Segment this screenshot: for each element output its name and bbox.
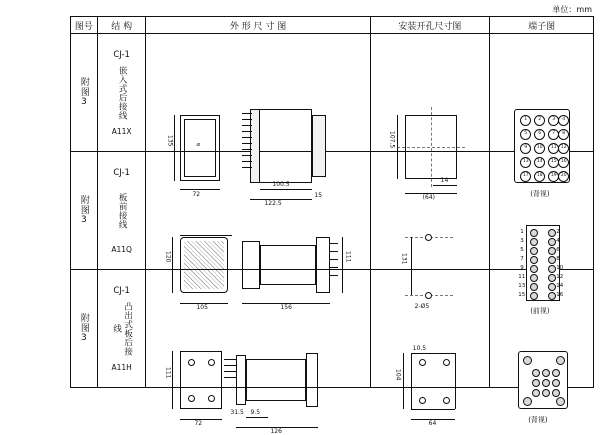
dim-label-105: 105 [196, 303, 208, 311]
terminal-number: 6 [556, 246, 560, 253]
dim-label-156: 156 [280, 303, 292, 311]
mount-edge-h [411, 409, 455, 410]
dim-label-72: 72 [192, 190, 201, 198]
structure-body: 嵌入式后接线 [117, 65, 128, 120]
terminal-number: 1 [520, 228, 524, 235]
terminal-circle [523, 356, 532, 365]
terminal-circle [530, 247, 538, 255]
spec-table [70, 16, 594, 435]
table-row [71, 152, 594, 270]
terminal-circle [556, 356, 565, 365]
mount-edge-h [411, 353, 455, 354]
pin-line [224, 377, 236, 378]
terminal-view-label: (背视) [528, 415, 548, 424]
terminal-line [242, 131, 252, 132]
mount-hole [443, 359, 450, 366]
terminal-number: 15 [518, 291, 526, 298]
mount-hole [419, 397, 426, 404]
terminal-circle [556, 397, 565, 406]
terminal-view-label: (前视) [530, 306, 550, 315]
dim-label-15: 15 [314, 191, 323, 199]
mount-edge-v [411, 353, 412, 409]
cell-terminal-drawing [490, 34, 594, 198]
terminal-circle: 1 [520, 115, 531, 126]
terminal-line [242, 143, 252, 144]
terminal-circle: 15 [548, 157, 559, 168]
terminal-circle: 17 [520, 171, 531, 182]
dim-label-100-5: 100.5 [272, 180, 290, 188]
terminal-number: 2 [556, 228, 560, 235]
pin-line [224, 365, 236, 366]
dim-label-122-5: 122.5 [264, 199, 282, 207]
terminal-number: 12 [556, 273, 564, 280]
cell-structure [97, 34, 146, 152]
dim-label-64: 64 [428, 419, 437, 427]
mount-hole [425, 234, 432, 241]
terminal-line [330, 267, 338, 268]
structure-code: A11Q [111, 244, 132, 254]
structure-code: A11X [111, 126, 132, 136]
drawing-no-text: 附图3 [78, 195, 89, 226]
terminal-circle: 4 [558, 115, 569, 126]
terminal-circle [548, 247, 556, 255]
structure-title: CJ-1 [113, 49, 130, 60]
cell-mounting-drawing [370, 270, 490, 427]
cell-outline-drawing [146, 152, 370, 311]
pin-line [224, 371, 236, 372]
side-view-body [246, 359, 306, 401]
dim-label-120: 120 [164, 250, 172, 262]
cell-structure [97, 152, 146, 270]
dim-label-14: 14 [440, 176, 449, 184]
mount-edge-v [455, 353, 456, 409]
structure-code: A11H [111, 362, 132, 372]
cell-structure [97, 270, 146, 388]
terminal-circle: 13 [520, 157, 531, 168]
terminal-circle [552, 389, 560, 397]
terminal-circle: 18 [534, 171, 545, 182]
terminal-circle: 10 [534, 143, 545, 154]
dim-label-31-5: 31.5 [230, 408, 244, 416]
header-terminal: 端子图 [490, 17, 594, 34]
table-header-row [71, 17, 594, 34]
cell-drawing-no [71, 270, 98, 388]
terminal-circle [532, 379, 540, 387]
terminal-circle [552, 379, 560, 387]
terminal-line [242, 137, 252, 138]
terminal-circle: 3 [548, 115, 559, 126]
terminal-circle: 5 [520, 129, 531, 140]
dim-label-9-5: 9.5 [250, 408, 261, 416]
cell-terminal-drawing [490, 270, 594, 424]
terminal-line [242, 125, 252, 126]
terminal-number: 14 [556, 282, 564, 289]
structure-body: 板前接线 [117, 192, 128, 229]
mount-hole [443, 397, 450, 404]
terminal-circle: 7 [548, 129, 559, 140]
pin-line [224, 359, 236, 360]
terminal-circle [548, 238, 556, 246]
dim-label-104: 104 [394, 368, 402, 380]
terminal-line [330, 251, 338, 252]
terminal-circle [530, 238, 538, 246]
structure-title: CJ-1 [113, 285, 130, 296]
cell-drawing-no [71, 34, 98, 152]
dim-label-107-5: 107.5 [388, 130, 396, 148]
side-view-terminal-block [306, 353, 318, 407]
terminal-number: 9 [520, 264, 524, 271]
cell-terminal-drawing [490, 152, 594, 315]
terminal-number: 4 [556, 237, 560, 244]
terminal-circle [532, 389, 540, 397]
terminal-circle [523, 397, 532, 406]
mount-hole [419, 359, 426, 366]
terminal-line [242, 119, 252, 120]
terminal-circle [530, 229, 538, 237]
terminal-line [242, 149, 252, 150]
terminal-circle [542, 389, 550, 397]
table-row [71, 270, 594, 388]
dim-label-64: (64) [422, 193, 435, 201]
header-outline: 外 形 尺 寸 图 [146, 17, 370, 34]
terminal-circle: 20 [558, 171, 569, 182]
cell-mounting-drawing [370, 34, 490, 201]
terminal-circle: 9 [520, 143, 531, 154]
side-view-plate [236, 355, 246, 405]
header-structure: 结 构 [97, 17, 146, 34]
terminal-line [242, 113, 252, 114]
terminal-number: 3 [520, 237, 524, 244]
dim-label-10-5: 10.5 [412, 344, 427, 352]
cell-drawing-no [71, 152, 98, 270]
terminal-circle: 2 [534, 115, 545, 126]
dim-label-131: 131 [400, 252, 408, 264]
dim-label-126: 126 [270, 427, 282, 435]
terminal-number: 10 [556, 264, 564, 271]
terminal-view-label: (背视) [530, 189, 550, 198]
terminal-circle [548, 229, 556, 237]
terminal-circle: 16 [558, 157, 569, 168]
dim-label-111: 111 [344, 250, 352, 262]
terminal-circle: 11 [548, 143, 559, 154]
terminal-number: 13 [518, 282, 526, 289]
terminal-circle [542, 379, 550, 387]
terminal-circle [532, 369, 540, 377]
dim-line-104 [403, 353, 404, 409]
terminal-number: 11 [518, 273, 526, 280]
terminal-circle: 8 [558, 129, 569, 140]
terminal-line [330, 243, 338, 244]
terminal-circle: 12 [558, 143, 569, 154]
cell-outline-drawing [146, 34, 370, 207]
terminal-number: 5 [520, 246, 524, 253]
terminal-circle: 19 [548, 171, 559, 182]
terminal-circle [552, 369, 560, 377]
drawing-no-text: 附图3 [78, 77, 89, 108]
drawing-no-text: 附图3 [78, 313, 89, 344]
structure-title: CJ-1 [113, 167, 130, 178]
dim-label-72: 72 [194, 419, 203, 427]
dim-label-111: 111 [164, 366, 172, 378]
terminal-circle [548, 256, 556, 264]
terminal-line [330, 259, 338, 260]
dim-label-135: 135 [166, 134, 174, 146]
cell-outline-drawing [146, 270, 370, 435]
terminal-number: 7 [520, 255, 524, 262]
unit-note: 单位：mm [552, 5, 592, 14]
front-view-mark: ⌀ [196, 140, 201, 148]
header-mounting: 安装开孔尺寸图 [370, 17, 490, 34]
cell-mounting-drawing [370, 152, 490, 310]
dim-line-9-5 [246, 417, 268, 418]
terminal-circle [530, 256, 538, 264]
top-edge [180, 235, 232, 236]
terminal-circle [542, 369, 550, 377]
structure-body: 凸出式板后接线 [111, 301, 133, 356]
terminal-number: 16 [556, 291, 564, 298]
terminal-circle: 6 [534, 129, 545, 140]
header-drawing-no: 图号 [71, 17, 98, 34]
terminal-circle: 14 [534, 157, 545, 168]
terminal-number: 8 [556, 255, 560, 262]
dim-label-hole: 2-Ø5 [414, 302, 430, 310]
table-row [71, 34, 594, 152]
